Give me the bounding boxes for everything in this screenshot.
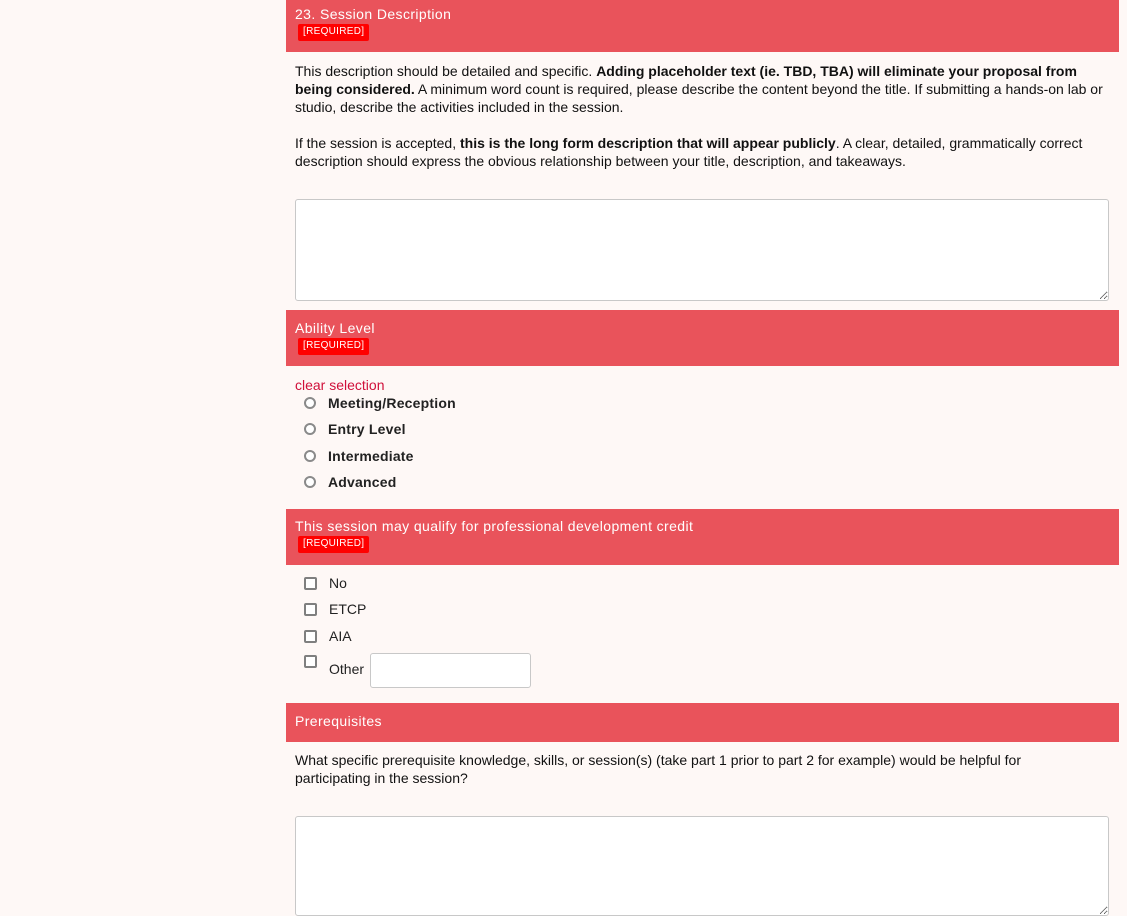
session-description-header <box>286 0 1119 52</box>
option-label: No <box>329 575 347 591</box>
radio-button[interactable] <box>304 450 316 462</box>
option-label: Meeting/Reception <box>328 395 456 411</box>
ability-option-meeting-reception[interactable] <box>304 395 456 411</box>
required-badge: [REQUIRED] <box>298 536 369 553</box>
credit-option-other[interactable] <box>304 655 364 677</box>
prerequisites-textarea[interactable] <box>295 816 1109 916</box>
prerequisites-instructions <box>286 751 1086 787</box>
credit-option-etcp[interactable] <box>304 601 366 617</box>
checkbox[interactable] <box>304 655 317 668</box>
professional-credit-header <box>286 509 1119 565</box>
credit-option-no[interactable] <box>304 575 347 591</box>
option-label: ETCP <box>329 601 367 617</box>
ability-option-intermediate[interactable] <box>304 448 414 464</box>
session-description-instructions <box>286 62 1119 170</box>
session-description-title: 23. Session Description <box>295 6 452 22</box>
ability-level-title: Ability Level <box>295 320 375 336</box>
professional-credit-title: This session may qualify for professional development credit <box>295 518 694 534</box>
option-label: Other <box>329 661 365 677</box>
ability-level-header <box>286 310 1119 366</box>
radio-button[interactable] <box>304 423 316 435</box>
option-label: Advanced <box>328 474 397 490</box>
clear-selection-link[interactable]: clear selection <box>295 377 385 393</box>
radio-button[interactable] <box>304 397 316 409</box>
checkbox[interactable] <box>304 603 317 616</box>
radio-button[interactable] <box>304 476 316 488</box>
checkbox[interactable] <box>304 577 317 590</box>
option-label: Entry Level <box>328 421 406 437</box>
prerequisites-title: Prerequisites <box>295 713 382 729</box>
other-credit-input[interactable] <box>370 653 531 688</box>
required-badge: [REQUIRED] <box>298 24 369 41</box>
option-label: AIA <box>329 628 352 644</box>
ability-option-entry-level[interactable] <box>304 421 406 437</box>
option-label: Intermediate <box>328 448 414 464</box>
session-description-textarea[interactable] <box>295 199 1109 301</box>
instructions-paragraph-1: This description should be detailed and specific. Adding placeholder text (ie. TBD, TBA) will eliminate your proposal from being considered. A minimum word count is required, please describe the content beyond the title. If submitting a hands-on lab or studio, describe the activities included in the session. <box>295 63 1103 115</box>
checkbox[interactable] <box>304 630 317 643</box>
credit-option-aia[interactable] <box>304 628 352 644</box>
prerequisites-header <box>286 703 1119 742</box>
prerequisites-description: What specific prerequisite knowledge, skills, or session(s) (take part 1 prior to part 2 for example) would be helpful for participating in the session? <box>295 752 1021 786</box>
instructions-paragraph-2: If the session is accepted, this is the long form description that will appear publicly. A clear, detailed, grammatically correct description should express the obvious relationship between your title, description, and takeaways. <box>295 135 1083 169</box>
required-badge: [REQUIRED] <box>298 338 369 355</box>
ability-option-advanced[interactable] <box>304 474 397 490</box>
